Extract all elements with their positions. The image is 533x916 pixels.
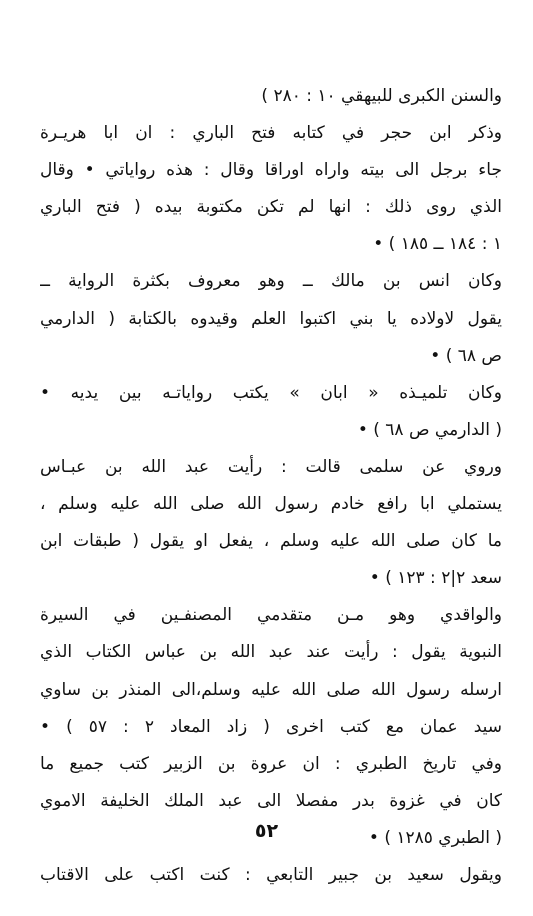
text-line: والسنن الكبرى للبيهقي ١٠ : ٢٨٠ ) xyxy=(261,86,502,106)
text-line: وذكر ابن حجر في كتابه فتح الباري : ان ابا هريـرة xyxy=(40,123,502,144)
text-line: يقول لاولاده يا بني اكتبوا العلم وقيدوه بالكتابة ( الدارمي xyxy=(40,308,502,329)
page-number: ٥٢ xyxy=(254,820,279,842)
text-line: ( الطبري ١٢٨٥ ) • xyxy=(368,827,502,848)
text-line: كان في غزوة بدر مفصلا الى عبد الملك الخليفة الاموي xyxy=(40,790,502,811)
text-line: وكان انس بن مالك ــ وهو معروف بكثرة الرواية ــ xyxy=(40,271,502,292)
text-line: ص ٦٨ ) • xyxy=(430,345,502,366)
text-line: جاء برجل الى بيته واراه اوراقا وقال : هذه رواياتي • وقال xyxy=(40,160,502,181)
text-line: يستملي ابا رافع خادم رسول الله صلى الله عليه وسلم ، xyxy=(40,494,502,515)
arabic-text-body xyxy=(40,78,502,894)
text-line: ( الدارمي ص ٦٨ ) • xyxy=(357,419,502,440)
text-line: وكان تلميـذه « ابان » يكتب رواياتـه بين يديه • xyxy=(40,382,502,403)
text-line: والواقدي وهو مـن متقدمي المصنفـين في السيرة xyxy=(40,605,502,626)
text-line: ما كان صلى الله عليه وسلم ، يفعل او يقول ( طبقات ابن xyxy=(40,531,502,552)
text-line: سعد ٢|٢ : ١٢٣ ) • xyxy=(369,568,502,589)
text-line: ١ : ١٨٤ ــ ١٨٥ ) • xyxy=(373,234,502,255)
text-line: ارسله رسول الله صلى الله عليه وسلم،الى المنذر بن ساوي xyxy=(40,679,502,700)
text-line: الذي روى ذلك : انها لم تكن مكتوبة بيده ( فتح الباري xyxy=(40,197,502,218)
text-line: سيد عمان مع كتب اخرى ( زاد المعاد ٢ : ٥٧ ) • xyxy=(40,716,502,737)
text-line: ويقول سعيد بن جبير التابعي : كنت اكتب على الاقتاب xyxy=(40,864,502,885)
text-line: النبوية يقول : رأيت عند عبد الله بن عباس الكتاب الذي xyxy=(40,642,502,663)
text-line: وروي عن سلمى قالت : رأيت عبد الله بن عبـاس xyxy=(40,456,502,477)
text-line: وفي تاريخ الطبري : ان عروة بن الزبير كتب جميع ما xyxy=(40,753,502,774)
